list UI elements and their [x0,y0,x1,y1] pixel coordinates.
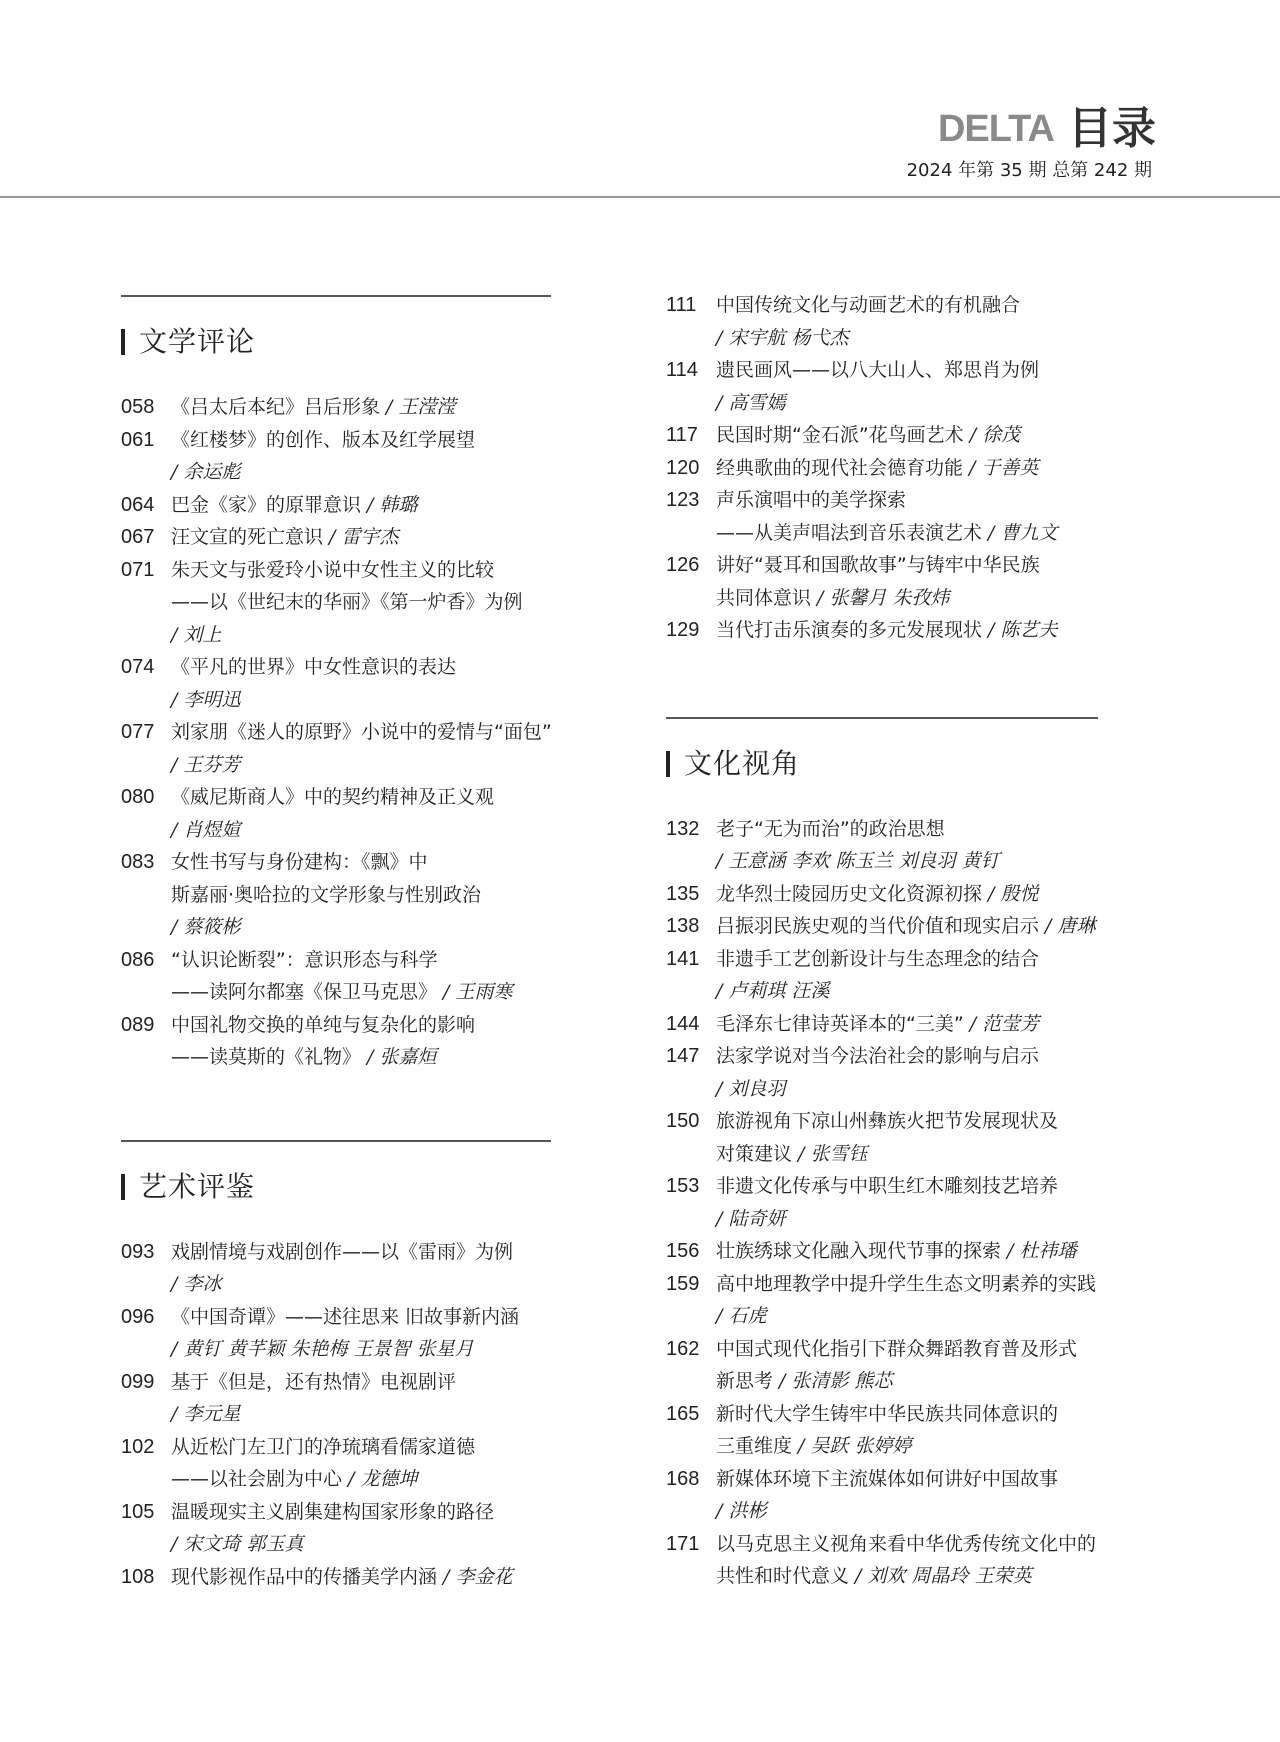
entry-line [666,910,1186,943]
page-number: 120 [666,456,700,479]
toc-entry[interactable] [121,391,581,424]
entry-author: / 吴跃 张婷婷 [798,1435,912,1457]
entry-line-continued [121,1528,581,1561]
entry-author: / 张清影 熊芯 [779,1370,893,1392]
entry-title: 从近松门左卫门的净琉璃看儒家道德 [171,1435,476,1458]
entry-title: 龙华烈士陵园历史文化资源初探 / 殷悦 [716,882,1039,905]
entry-line-continued [121,1268,581,1301]
left-column [121,295,581,1663]
entry-author: / 黄钉 黄芊颖 朱艳梅 王景智 张星月 [171,1338,474,1360]
entry-author: / 卢莉琪 汪溪 [716,980,830,1002]
page-number: 147 [666,1045,700,1067]
entry-line-continued: 对策建议 / 张雪钰 [716,1142,868,1165]
entry-line-continued: ——以《世纪末的华丽》《第一炉香》为例 [171,591,523,613]
entry-title: 民国时期“金石派”花鸟画艺术 / 徐茂 [716,424,1021,446]
toc-entry[interactable] [121,1496,581,1561]
entry-line [121,554,581,587]
entry-author: / 李元星 [171,1403,241,1425]
section-wenxue [121,295,581,1074]
entry-line [666,1463,1186,1496]
page-number: 089 [121,1013,155,1036]
entry-line [121,391,581,424]
entry-author: / 宋宇航 杨弋杰 [716,326,849,349]
entry-line-continued [666,1300,1186,1333]
entry-title: 女性书写与身份建构：《飘》中 [171,851,428,873]
toc-entry[interactable] [666,419,1186,452]
entry-author: / 刘欢 周晶玲 王荣英 [855,1565,1032,1587]
entry-line-continued [121,1333,581,1366]
entry-author: / 陈艺夫 [988,619,1058,641]
entry-line-continued: 共性和时代意义 / 刘欢 周晶玲 王荣英 [716,1565,1032,1587]
entry-author: / 洪彬 [716,1500,767,1522]
entry-line [121,716,581,749]
entry-list [121,391,581,1074]
entry-line-continued: ——读莫斯的《礼物》 / 张嘉烜 [171,1046,437,1068]
entry-line [666,354,1186,387]
toc-entry[interactable] [121,651,581,716]
entry-title: 戏剧情境与戏剧创作——以《雷雨》为例 [171,1240,514,1263]
entry-title: 旅游视角下凉山州彝族火把节发展现状及 [716,1110,1059,1132]
toc-entry[interactable] [666,1463,1186,1528]
page-number: 165 [666,1402,700,1425]
entry-line [121,846,581,879]
entry-line [121,424,581,457]
entry-line [121,1496,581,1529]
section-heading [121,327,581,357]
entry-title: 新时代大学生铸牢中华民族共同体意识的 [716,1402,1059,1425]
page-number: 132 [666,817,700,840]
entry-author: / 陆奇妍 [716,1207,786,1230]
entry-title: 《红楼梦》的创作、版本及红学展望 [171,428,476,451]
entry-title: 毛泽东七律诗英译本的“三美” / 范莹芳 [716,1012,1040,1035]
entry-line [666,614,1186,647]
entry-author: / 王滢滢 [386,396,456,418]
entry-title: 非遗文化传承与中职生红木雕刻技艺培养 [716,1175,1059,1197]
entry-title: 非遗手工艺创新设计与生态理念的结合 [716,947,1040,970]
entry-line [666,289,1186,322]
page-number: 123 [666,489,700,511]
entry-author: / 石虎 [716,1305,767,1327]
entry-line-continued [666,1073,1186,1106]
entry-title: 《中国奇谭》——述往思来 旧故事新内涵 [171,1305,520,1328]
entry-title: 基于《但是，还有热情》电视剧评 [171,1370,457,1393]
entry-author: / 李金花 [443,1565,513,1588]
entry-author: / 王雨寒 [443,981,513,1003]
section-marker [121,329,125,355]
entry-line-continued: ——读阿尔都塞《保卫马克思》 / 王雨寒 [171,981,513,1003]
page-number: 153 [666,1175,700,1197]
entry-title: 温暖现实主义剧集建构国家形象的路径 [171,1500,495,1523]
entry-author: / 刘上 [171,623,222,646]
toc-entry[interactable] [121,716,581,781]
page-number: 096 [121,1305,155,1328]
entry-title: 《吕太后本纪》吕后形象 / 王滢滢 [171,396,456,418]
entry-line-continued: 新思考 / 张清影 熊芯 [716,1370,893,1392]
toc-entry[interactable] [121,1009,581,1074]
entry-author: / 唐琳 [1045,915,1096,937]
page-number: 102 [121,1435,155,1458]
toc-entry[interactable] [121,521,581,554]
entry-line [121,1431,581,1464]
entry-title: 吕振羽民族史观的当代价值和现实启示 / 唐琳 [716,915,1096,937]
page-number: 126 [666,554,700,576]
toc-entry[interactable] [121,424,581,489]
page-number: 071 [121,558,155,581]
entry-title: 刘家朋《迷人的原野》小说中的爱情与“面包” [171,721,552,743]
toc-entry[interactable] [121,944,581,1009]
entry-line [666,419,1186,452]
entry-title: 巴金《家》的原罪意识 / 韩璐 [171,493,418,516]
entry-title: 当代打击乐演奏的多元发展现状 / 陈艺夫 [716,619,1058,641]
entry-line [666,452,1186,485]
entry-author: / 李明迅 [171,688,241,711]
page-number: 105 [121,1500,155,1523]
entry-list [666,813,1186,1593]
entry-line-continued [666,1495,1186,1528]
entry-line [121,651,581,684]
section-yishu [121,1140,581,1594]
page-number: 168 [666,1467,700,1490]
entry-author: / 余运彪 [171,461,241,483]
entry-line [121,1366,581,1399]
entry-author: / 雷宇杰 [329,526,399,548]
entry-line-continued: 共同体意识 / 张馨月 朱孜炜 [716,586,950,609]
entry-author: / 张馨月 朱孜炜 [817,586,950,609]
header-rule [0,196,1280,198]
entry-line [121,1009,581,1042]
page-number: 150 [666,1110,700,1132]
entry-line-continued [121,814,581,847]
entry-line [121,1301,581,1334]
toc-entry[interactable] [666,354,1186,419]
page-number: 114 [666,359,698,381]
toc-entry[interactable] [121,1561,581,1594]
entry-line [121,1236,581,1269]
entry-line [121,944,581,977]
entry-author: / 范莹芳 [969,1012,1040,1035]
toc-entry[interactable] [121,781,581,846]
entry-line [121,781,581,814]
entry-line [666,484,1186,517]
entry-title: 中国礼物交换的单纯与复杂化的影响 [171,1013,476,1036]
page-number: 067 [121,526,155,548]
entry-line-continued [666,322,1186,355]
entry-author: / 杜祎璠 [1007,1240,1077,1262]
entry-line [666,549,1186,582]
entry-line [666,1333,1186,1366]
entry-author: / 韩璐 [367,493,418,516]
page-number: 111 [666,294,697,316]
toc-entry[interactable] [666,1040,1186,1105]
page-number: 129 [666,619,700,641]
entry-line-continued: 斯嘉丽·奥哈拉的文学形象与性别政治 [171,883,482,906]
toc-entry[interactable] [666,1528,1186,1593]
page-number: 117 [666,424,698,446]
toc-entry[interactable] [121,554,581,652]
entry-author: / 龙德坤 [348,1468,418,1490]
entry-title: 中国传统文化与动画艺术的有机融合 [716,294,1021,316]
page-title: 目录 [1068,103,1156,154]
page-number: 080 [121,786,155,808]
delta-logo: DELTA [937,108,1054,150]
entry-line-continued [121,911,581,944]
toc-entry[interactable] [666,614,1186,647]
toc-entry[interactable] [666,1333,1186,1398]
entry-title: 新媒体环境下主流媒体如何讲好中国故事 [716,1467,1059,1490]
entry-author: / 殷悦 [988,882,1039,905]
entry-title: 经典歌曲的现代社会德育功能 / 于善英 [716,456,1039,479]
section-marker [121,1174,125,1200]
toc-entry[interactable] [666,289,1186,354]
page-number: 156 [666,1240,700,1262]
toc-entry[interactable] [121,1236,581,1301]
entry-line [121,521,581,554]
entry-title: 讲好“聂耳和国歌故事”与铸牢中华民族 [716,554,1040,576]
toc-entry[interactable] [666,910,1186,943]
entry-author: / 肖煜媗 [171,818,241,841]
entry-line-continued: ——以社会剧为中心 / 龙德坤 [171,1468,418,1490]
entry-line [666,1105,1186,1138]
section-heading [121,1169,581,1203]
section-title: 文化视角 [684,746,801,780]
toc-entry[interactable] [666,1268,1186,1333]
entry-title: 汪文宣的死亡意识 / 雷宇杰 [171,526,399,548]
toc-entry[interactable] [121,846,581,944]
entry-line-continued [666,1203,1186,1236]
entry-author: / 王芬芳 [171,753,241,776]
entry-line-continued [121,619,581,652]
entry-line-continued [121,749,581,782]
toc-entry[interactable] [666,549,1186,614]
entry-line [666,1235,1186,1268]
section-rule [121,295,551,297]
page-number: 159 [666,1272,700,1295]
page-number: 061 [121,428,155,451]
page-number: 086 [121,948,155,971]
entry-line [666,1170,1186,1203]
section-yishu-continued [666,289,1186,647]
brand [938,104,1156,154]
entry-line-continued [121,456,581,489]
section-rule [121,1140,551,1142]
entry-line [121,1561,581,1594]
toc-entry[interactable] [666,484,1186,549]
entry-title: 老子“无为而治”的政治思想 [716,817,945,840]
entry-title: 《平凡的世界》中女性意识的表达 [171,656,457,678]
entry-line-continued: 三重维度 / 吴跃 张婷婷 [716,1435,912,1457]
entry-title: 现代影视作品中的传播美学内涵 / 李金花 [171,1565,513,1588]
entry-title: 声乐演唱中的美学探索 [716,489,907,511]
toc-entry[interactable] [121,1301,581,1366]
page-header [796,104,1156,184]
toc-entry[interactable] [666,943,1186,1008]
toc-entry[interactable] [121,1366,581,1431]
entry-title: 壮族绣球文化融入现代节事的探索 / 杜祎璠 [716,1240,1077,1262]
section-heading [666,746,1186,780]
entry-line-continued: ——从美声唱法到音乐表演艺术 / 曹九文 [716,521,1058,544]
toc-entry[interactable] [666,878,1186,911]
entry-line [666,878,1186,911]
entry-title: 以马克思主义视角来看中华优秀传统文化中的 [716,1532,1097,1555]
entry-line-continued [666,975,1186,1008]
page-number: 135 [666,882,700,905]
page-number: 144 [666,1012,700,1035]
page-number: 141 [666,947,700,970]
entry-line [666,1008,1186,1041]
entry-line-continued [666,387,1186,420]
entry-line [666,1268,1186,1301]
toc-entry[interactable] [666,1235,1186,1268]
page-number: 077 [121,721,155,743]
page-number: 099 [121,1370,155,1393]
entry-author: / 刘良羽 [716,1077,786,1100]
entry-line [666,1398,1186,1431]
entry-line [121,489,581,522]
entry-title: “认识论断裂”：意识形态与科学 [171,948,438,971]
section-wenhua [666,717,1186,1593]
page-number: 093 [121,1240,155,1263]
entry-author: / 李冰 [171,1273,222,1295]
toc-entry[interactable] [666,1170,1186,1235]
entry-line [666,813,1186,846]
entry-author: / 高雪嫣 [716,391,786,414]
entry-author: / 王意涵 李欢 陈玉兰 刘良羽 黄钉 [716,850,1000,872]
page-number: 074 [121,656,155,678]
entry-author: / 张雪钰 [798,1142,868,1165]
entry-line [666,943,1186,976]
entry-line-continued [666,845,1186,878]
entry-list [666,289,1186,647]
toc-entry[interactable] [666,1398,1186,1463]
toc-entry[interactable] [121,1431,581,1496]
section-rule [666,717,1098,719]
toc-entry[interactable] [666,1008,1186,1041]
issue-info: 2024 年第 35 期 总第 242 期 [906,160,1152,181]
page-number: 083 [121,851,155,873]
entry-author: / 宋文琦 郭玉真 [171,1533,304,1555]
entry-title: 遗民画风——以八大山人、郑思肖为例 [716,359,1040,381]
entry-list [121,1236,581,1594]
entry-title: 中国式现代化指引下群众舞蹈教育普及形式 [716,1337,1078,1360]
entry-author: / 张嘉烜 [367,1046,437,1068]
entry-title: 《威尼斯商人》中的契约精神及正义观 [171,786,495,808]
page-number: 064 [121,493,155,516]
entry-author: / 徐茂 [969,424,1021,446]
page-number: 138 [666,915,700,937]
page-number: 108 [121,1565,155,1588]
entry-title: 法家学说对当今法治社会的影响与启示 [716,1045,1040,1067]
entry-line [666,1528,1186,1561]
right-column [666,295,1186,1663]
entry-title: 高中地理教学中提升学生生态文明素养的实践 [716,1272,1097,1295]
section-title: 文学评论 [139,325,256,358]
toc-entry[interactable] [666,813,1186,878]
entry-author: / 蔡筱彬 [171,916,241,938]
page-number: 171 [666,1532,700,1555]
toc-entry[interactable] [666,452,1186,485]
toc-entry[interactable] [121,489,581,522]
entry-author: / 曹九文 [988,521,1058,544]
section-marker [666,751,670,777]
page-number: 058 [121,396,155,418]
entry-line-continued [121,1398,581,1431]
entry-author: / 于善英 [969,456,1039,479]
section-title: 艺术评鉴 [139,1169,256,1203]
entry-line [666,1040,1186,1073]
entry-title: 朱天文与张爱玲小说中女性主义的比较 [171,558,495,581]
page-number: 162 [666,1337,700,1360]
toc-entry[interactable] [666,1105,1186,1170]
entry-line-continued [121,684,581,717]
